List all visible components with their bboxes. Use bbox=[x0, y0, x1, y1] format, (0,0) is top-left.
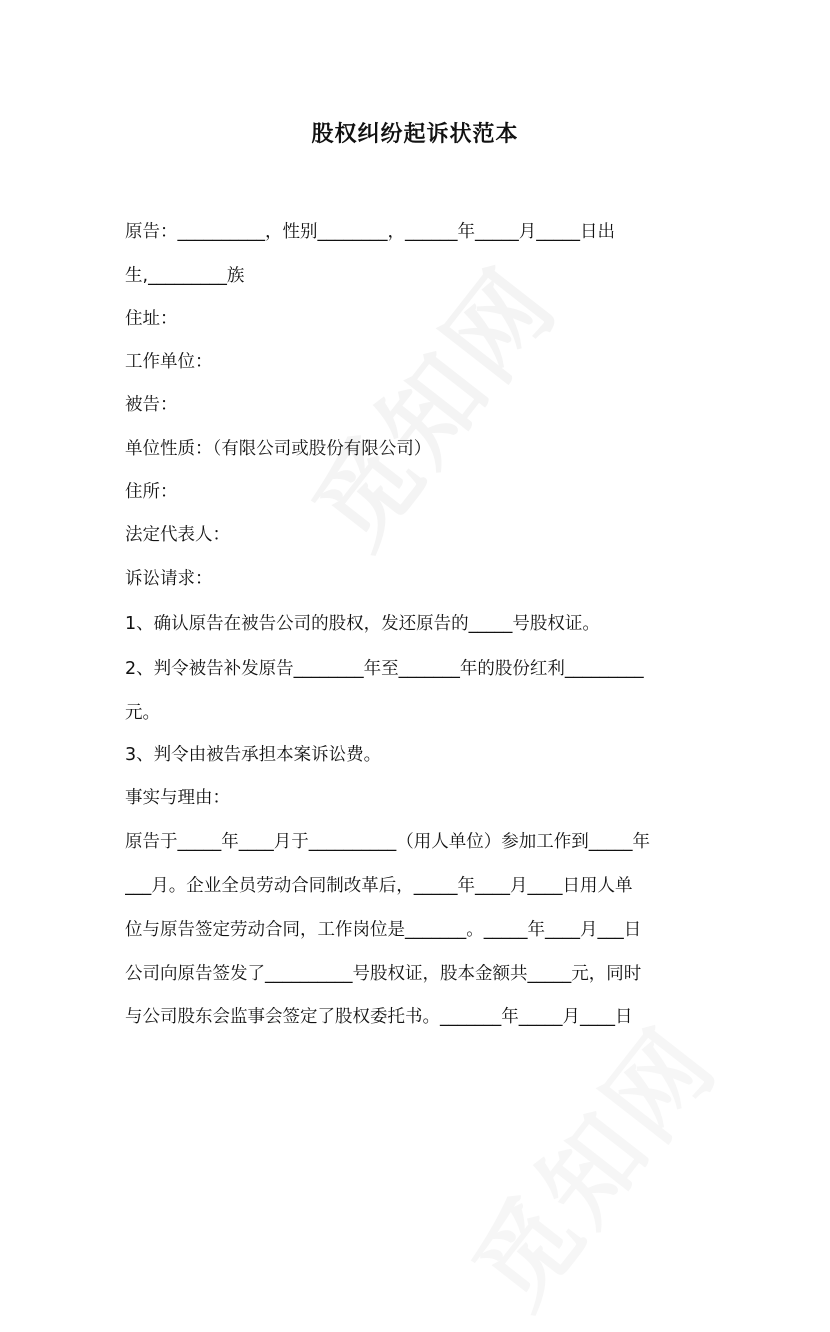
facts-paragraph-line: 原告于_____年____月于__________（用人单位）参加工作到_____年 bbox=[125, 832, 650, 852]
claim-2: 2、判令被告补发原告________年至_______年的股份红利_________ bbox=[125, 659, 644, 679]
claim-1: 1、确认原告在被告公司的股权，发还原告的_____号股权证。 bbox=[125, 614, 600, 634]
claim-3: 3、判令由被告承担本案诉讼费。 bbox=[125, 745, 382, 765]
facts-paragraph-line: 与公司股东会监事会签定了股权委托书。_______年_____月____日 bbox=[125, 1007, 633, 1027]
facts-paragraph-line: 位与原告签定劳动合同，工作岗位是_______。_____年____月___日 bbox=[125, 920, 642, 940]
claim-2-continued: 元。 bbox=[125, 703, 160, 723]
plaintiff-line: 原告：__________，性别________，______年_____月_____日出 bbox=[125, 222, 615, 242]
claims-heading: 诉讼请求： bbox=[125, 569, 213, 589]
company-type-line: 单位性质：（有限公司或股份有限公司） bbox=[125, 439, 432, 459]
facts-paragraph-line: 公司向原告签发了__________号股权证，股本金额共_____元，同时 bbox=[125, 964, 642, 984]
facts-heading: 事实与理由： bbox=[125, 788, 230, 808]
plaintiff-address-line: 住址： bbox=[125, 309, 178, 329]
legal-representative-line: 法定代表人： bbox=[125, 525, 230, 545]
plaintiff-ethnicity-line: 生,_________族 bbox=[125, 266, 245, 286]
document-title: 股权纠纷起诉状范本 bbox=[311, 122, 519, 147]
defendant-line: 被告： bbox=[125, 395, 178, 415]
plaintiff-employer-line: 工作单位： bbox=[125, 352, 213, 372]
facts-paragraph-line: ___月。企业全员劳动合同制改革后，_____年____月____日用人单 bbox=[125, 876, 633, 896]
watermark-bottom bbox=[434, 992, 743, 1331]
defendant-address-line: 住所： bbox=[125, 482, 178, 502]
